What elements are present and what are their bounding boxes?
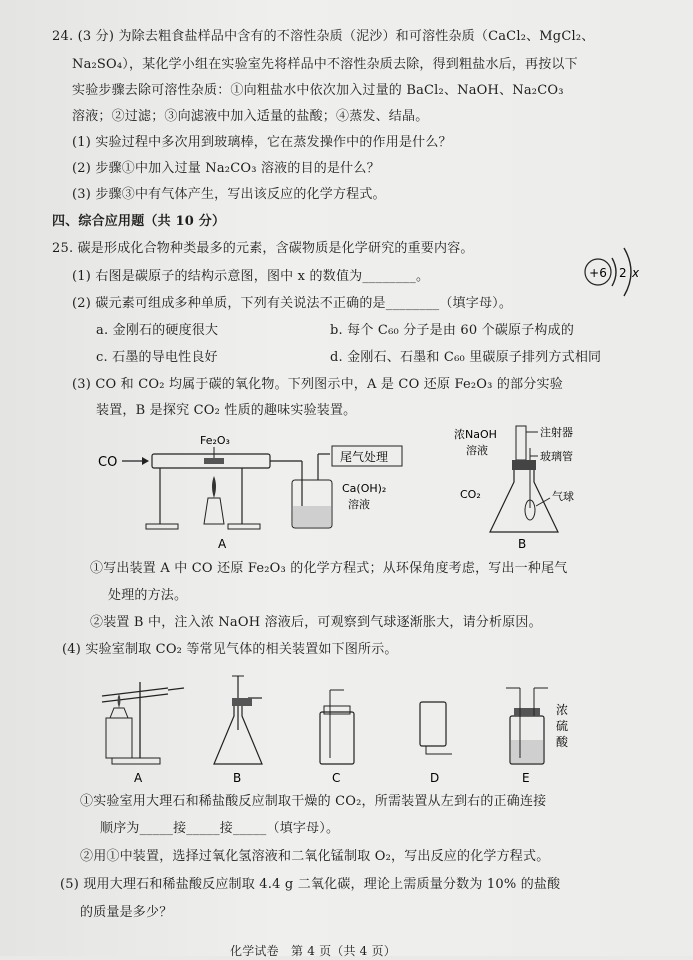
conical-flask (490, 470, 558, 532)
q24-line2: Na₂SO₄），某化学小组在实验室先将样品中不溶性杂质去除，得到粗盐水后，再按以下 (72, 57, 578, 72)
svg-text:A: A (134, 771, 143, 785)
svg-text:B: B (233, 771, 242, 785)
lamp-flame (212, 476, 216, 498)
apparatus-c (320, 690, 354, 785)
naoh-label-1: 浓NaOH (454, 428, 497, 441)
q25-part3-line1: (3) CO 和 CO₂ 均属于碳的氧化物。下列图示中，A 是 CO 还原 Fe₂O₃ 的部分实验 (72, 377, 563, 392)
q25-part5-line2: 的质量是多少？ (80, 905, 173, 920)
q25-option-c: c. 石墨的导电性良好 (96, 350, 218, 365)
apparatus-d (420, 702, 452, 785)
svg-text:C: C (332, 771, 341, 785)
q25-intro: 25. 碳是形成化合物种类最多的元素，含碳物质是化学研究的重要内容。 (52, 241, 474, 256)
q25-part4-sub2: ②用①中装置，选择过氧化氢溶液和二氧化锰制取 O₂，写出反应的化学方程式。 (80, 849, 550, 864)
q24-line1: 24. (3 分) 为除去粗食盐样品中含有的不溶性杂质（泥沙）和可溶性杂质（CaCl₂、MgCl₂、 (52, 29, 595, 44)
q25-part3-sub1-line2: 处理的方法。 (108, 588, 188, 603)
apparatus-e (506, 688, 569, 785)
balloon-label: 气球 (552, 490, 574, 503)
naoh-label-2: 溶液 (466, 444, 488, 457)
q25-option-b: b. 每个 C₆₀ 分子是由 60 个碳原子构成的 (330, 323, 575, 338)
carbon-atom-diagram (576, 242, 666, 304)
limewater-label-2: 溶液 (348, 498, 370, 511)
limewater-label-1: Ca(OH)₂ (342, 482, 387, 495)
apparatus-a (102, 682, 184, 785)
figure-b-co2-naoh (450, 420, 630, 555)
figure-a-co-reduction (92, 428, 422, 553)
alcohol-lamp (204, 498, 224, 524)
co-arrowhead (142, 457, 149, 465)
q25-part5-line1: (5) 现用大理石和稀盐酸反应制取 4.4 g 二氧化碳，理论上需质量分数为 10% 的盐酸 (60, 877, 561, 892)
stand-base-left (146, 524, 178, 529)
limewater (293, 506, 331, 527)
q24-sub3: (3) 步骤③中有气体产生，写出该反应的化学方程式。 (72, 187, 386, 202)
figure-a-label: A (218, 537, 227, 551)
section-heading: 四、综合应用题（共 10 分） (52, 214, 226, 229)
q25-part4: (4) 实验室制取 CO₂ 等常见气体的相关装置如下图所示。 (62, 642, 398, 657)
apparatus-b (214, 676, 262, 785)
syringe (516, 426, 526, 460)
syringe-label: 注射器 (540, 426, 573, 439)
tail-gas-label: 尾气处理 (340, 450, 389, 464)
q25-part3-line2: 装置，B 是探究 CO₂ 性质的趣味实验装置。 (96, 403, 357, 418)
fe2o3-label: Fe₂O₃ (200, 434, 230, 447)
glass-tube-label: 玻璃管 (540, 450, 573, 463)
q25-part1: (1) 右图是碳原子的结构示意图，图中 x 的数值为________。 (72, 269, 430, 284)
svg-text:浓: 浓 (556, 703, 569, 717)
q25-part4-sub1-line1: ①实验室用大理石和稀盐酸反应制取干燥的 CO₂，所需装置从左到右的正确连接 (80, 794, 547, 809)
q25-option-d: d. 金刚石、石墨和 C₆₀ 里碳原子排列方式相同 (330, 350, 602, 365)
q24-line4: 溶液；②过滤；③向滤液中加入适量的盐酸；④蒸发、结晶。 (72, 109, 429, 124)
fe2o3-powder (204, 458, 224, 464)
q24-line3: 实验步骤去除可溶性杂质：①向粗盐水中依次加入过量的 BaCl₂、NaOH、Na₂CO₃ (72, 83, 564, 98)
q25-part3-sub1-line1: ①写出装置 A 中 CO 还原 Fe₂O₃ 的化学方程式；从环保角度考虑，写出一种尾气 (90, 561, 568, 576)
svg-text:酸: 酸 (556, 735, 569, 749)
svg-text:硫: 硫 (556, 719, 569, 733)
q25-part4-sub1-line2: 顺序为_____接_____接_____（填字母）。 (100, 821, 340, 836)
q24-sub1: (1) 实验过程中多次用到玻璃棒，它在蒸发操作中的作用是什么？ (72, 135, 452, 150)
gas-apparatus-row (92, 668, 592, 788)
stand-base-right (228, 524, 260, 529)
stopper (512, 460, 536, 470)
q25-part2: (2) 碳元素可组成多种单质，下列有关说法不正确的是________（填字母）。 (72, 296, 513, 311)
figure-b-label: B (518, 537, 527, 551)
shell2-electrons: x (632, 266, 640, 280)
q24-sub2: (2) 步骤①中加入过量 Na₂CO₃ 溶液的目的是什么？ (72, 161, 380, 176)
nucleus-charge: +6 (589, 266, 607, 280)
co-label: CO (98, 455, 118, 470)
balloon-pointer (536, 498, 550, 506)
shell1-electrons: 2 (619, 266, 627, 280)
svg-text:D: D (430, 771, 440, 785)
q25-part3-sub2: ②装置 B 中，注入浓 NaOH 溶液后，可观察到气球逐渐胀大，请分析原因。 (90, 615, 542, 630)
page-footer: 化学试卷 第 4 页（共 4 页） (230, 944, 396, 958)
electron-shell-1 (612, 258, 616, 286)
q25-option-a: a. 金刚石的硬度很大 (96, 323, 219, 338)
co2-label: CO₂ (460, 488, 481, 501)
svg-text:E: E (522, 771, 530, 785)
